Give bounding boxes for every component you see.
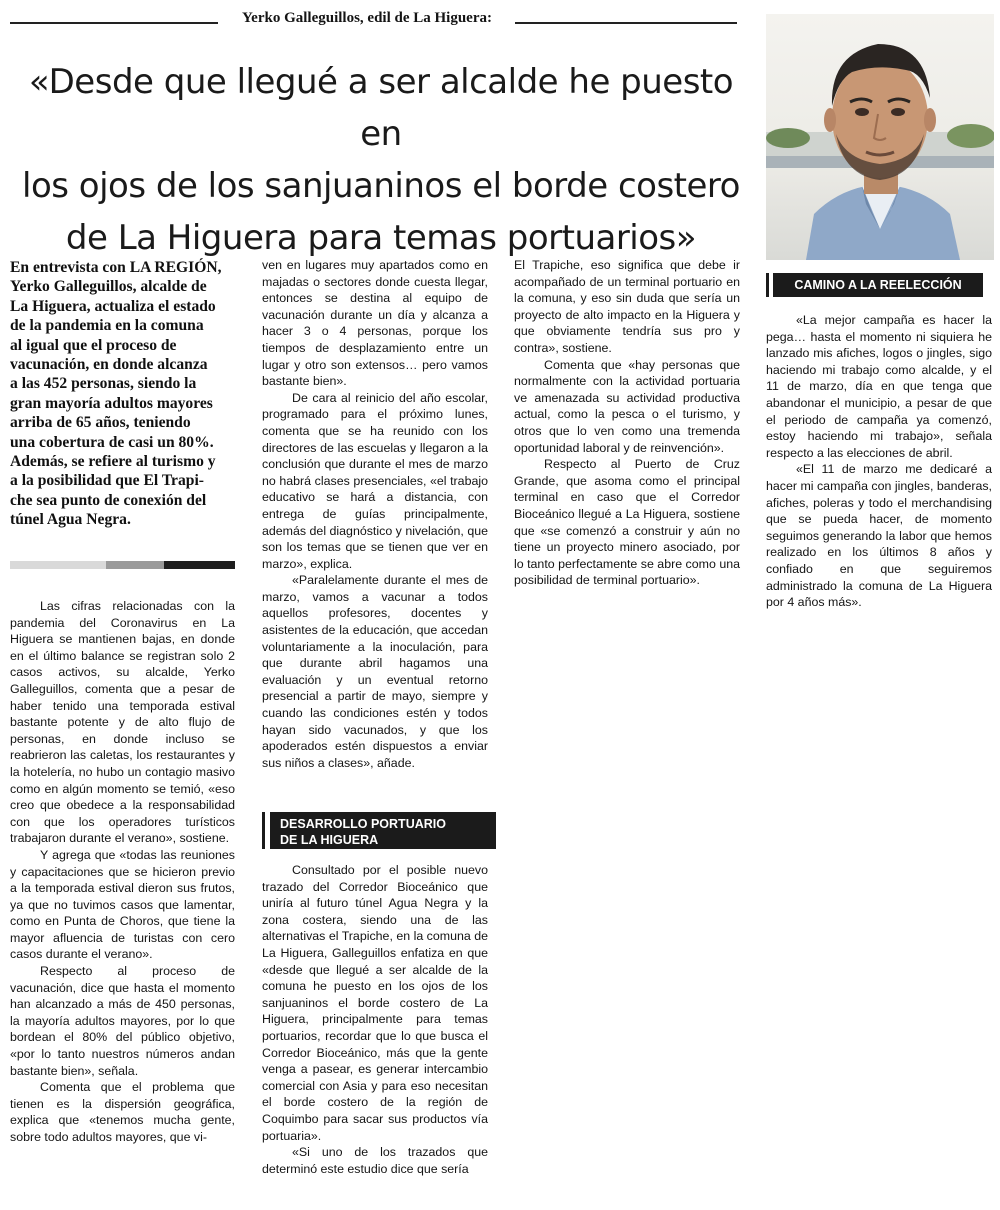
lead-line: a las 452 personas, siendo la [10,375,197,393]
column-2 [262,257,488,771]
lead-line: arriba de 65 años, teniendo [10,414,191,432]
lead-line: una cobertura de casi un 80%. [10,433,214,451]
column-1 [10,598,235,1146]
divider-segment [10,561,106,569]
lead-line: La Higuera, actualiza el estado [10,297,216,315]
headline [10,56,752,264]
section-rule [766,273,769,297]
divider-segment [106,561,164,569]
column-2b [262,862,488,1177]
portrait-illustration [766,14,994,260]
divider-segment [164,561,235,569]
section-title-camino-reeleccion: CAMINO A LA REELECCIÓN [773,273,983,297]
body-paragraph: «Paralelamente durante el mes de marzo, vamos a vacunar a todos aquellos profesores, docentes y asistentes de la educación, que accedan voluntariamente a la inoculación, para que durante abril hagamos una evaluación y un eventual retorno presencial a partir de mayo, siempre y cuando las condiciones estén y todos hayan sido vacunados, y que los apoderados estén dispuestos a enviar sus niños a clases», añade. [262,573,488,770]
column-4 [766,312,992,611]
section-title-line: DESARROLLO PORTUARIO [280,817,446,831]
body-paragraph: El Trapiche, eso significa que debe ir acompañado de un terminal portuario en la comuna, y eso sin duda que sería un proyecto de alto impacto en la Higuera y que obviamente tendría sus pro y contra», sostiene. [514,258,740,355]
lead-line: vacunación, en donde alcanza [10,356,208,374]
body-paragraph: Respecto al Puerto de Cruz Grande, que asoma como el principal terminal en caso que el Corredor Bioceánico llegué a La Higuera, sostiene que «se comenzó a construir y aún no tiene un proyecto minero asociado, por lo tanto perfectamente se abre como una posibilidad de terminal portuario». [514,457,740,588]
body-paragraph: De cara al reinicio del año escolar, programado para el próximo lunes, comenta que se ha reunido con los directores de las escuelas y llegaron a la conclusión que durante el mes de marzo no habrá clases presenciales, «el trabajo educativo se hará a distancia, con entrega de guías principalmente, además del diagnóstico y nivelación, que son los temas que se tienen que ver en marzo», explica. [262,390,488,571]
column-3 [514,257,740,589]
lead-line: Además, se refiere al turismo y [10,453,216,471]
headline-line: de La Higuera para temas portuarios» [65,218,697,258]
lead-paragraph [10,258,235,530]
body-paragraph: «Si uno de los trazados que determinó este estudio dice que sería [262,1145,488,1176]
body-paragraph: ven en lugares muy apartados como en majadas o sectores donde cuesta llegar, entonces se destina al equipo de vacunación durante un día y alcanza a hacer 3 o 4 personas, porque los tiempos de desplazamiento entre un lugar y otro son extensos… pero vamos bastante bien». [262,258,488,389]
lead-line: de la pandemia en la comuna [10,317,204,335]
lead-divider [10,561,235,569]
portrait-photo [766,14,994,260]
body-paragraph: Y agrega que «todas las reuniones y capacitaciones que se hicieron previo a la temporada estival dieron sus frutos, ya que no tuvimos casos que lamentar, como en Punta de Choros, que tiene la mayor afluencia de turistas con cero casos durante el verano». [10,847,235,962]
body-paragraph: Comenta que el problema que tienen es la dispersión geográfica, explica que «tenemos mucha gente, sobre todo adultos mayores, que vi- [10,1080,235,1144]
kicker-rule-left [10,22,218,24]
lead-line: che sea punto de conexión del [10,491,207,509]
kicker: Yerko Galleguillos, edil de La Higuera: [242,10,492,26]
lead-line: a la posibilidad que El Trapi- [10,472,204,490]
body-paragraph: Consultado por el posible nuevo trazado del Corredor Bioceánico que uniría al futuro túnel Agua Negra y la zona costera, siendo una de las alternativas el Trapiche, en la comuna de La Higuera, Galleguillos enfatiza en que «desde que llegué a ser alcalde de la comuna he puesto en los ojos de los sanjuaninos el borde costero de La Higuera, principalmente para temas portuarios, recordar que lo que busca el Corredor Bioceánico, más que la gente venga a pasear, es generar intercambio comercial con Asia y para eso necesitan el borde costero de la región de Coquimbo para sacar sus productos vía portuaria». [262,863,488,1143]
body-paragraph: «La mejor campaña es hacer la pega… hasta el momento ni siquiera he lanzado mis afiches, logos o jingles, sigo haciendo mi trabajo como alcalde, y el 11 de marzo, día en que tenga que abandonar el municipio, a pesar de que el periodo de campaña ya comenzó, estoy haciendo mi trabajo», señala respecto a las elecciones de abril. [766,313,992,460]
section-title-desarrollo-portuario [270,812,496,849]
lead-line: Yerko Galleguillos, alcalde de [10,278,207,296]
body-paragraph: Respecto al proceso de vacunación, dice que hasta el momento han alcanzado a más de 450 personas, la mayoría adultos mayores, por lo que bordean el 80% del público objetivo, «por lo tanto nuestros números andan bastante bien», señala. [10,964,235,1078]
section-title-line: DE LA HIGUERA [280,833,379,847]
headline-line: los ojos de los sanjuaninos el borde costero [22,166,740,206]
lead-line: En entrevista con LA REGIÓN, [10,259,222,276]
body-paragraph: Las cifras relacionadas con la pandemia del Coronavirus en La Higuera se mantienen bajas, en donde en el último balance se registran solo 2 casos activos, su alcalde, Yerko Galleguillos, comenta que a pesar de haber tenido una temporada estival bastante potente y de alto flujo de personas, en donde incluso se reabrieron las caletas, los restaurantes y la hotelería, no hubo un contagio masivo como en algún momento se temió, «eso creo que obedece a la responsabilidad con que los operadores turísticos trabajaron durante el verano», sostiene. [10,599,235,846]
body-paragraph: Comenta que «hay personas que normalmente con la actividad portuaria ve amenazada su actividad productiva actual, como la pesca o el turismo, y otros que lo ven como una tremenda oportunidad laboral y de reinvención». [514,357,740,455]
body-paragraph: «El 11 de marzo me dedicaré a hacer mi campaña con jingles, banderas, afiches, poleras y todo el merchandising que se pueda hacer, de momento seguimos generando la labor que hemos realizado en los últimos 8 años y confiado en que seguiremos administrado la comuna de La Higuera por 4 años más». [766,462,992,610]
lead-line: túnel Agua Negra. [10,511,131,529]
headline-line: «Desde que llegué a ser alcalde he puesto en [28,62,734,154]
lead-line: gran mayoría adultos mayores [10,394,213,412]
kicker-rule-right [515,22,737,24]
section-rule [262,812,265,849]
lead-line: al igual que el proceso de [10,336,177,354]
